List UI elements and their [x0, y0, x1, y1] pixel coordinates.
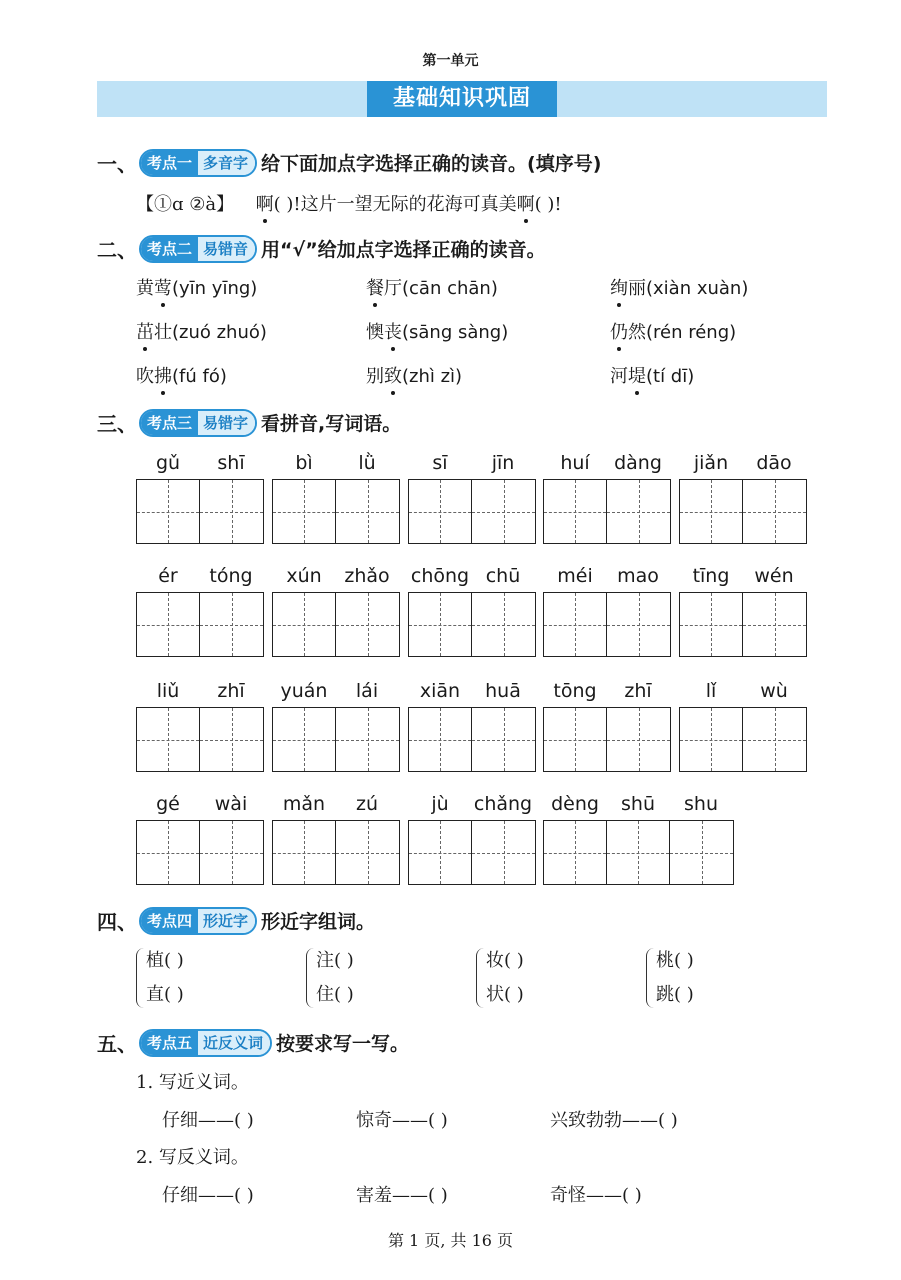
word-char: 丽: [628, 278, 646, 299]
unit-label: 第一单元: [422, 53, 479, 69]
dotted-char: 茁: [136, 318, 154, 344]
brace-mark: [136, 948, 145, 1008]
word-char: 别: [366, 366, 384, 387]
writing-cell[interactable]: [409, 708, 472, 771]
character-pair: [476, 946, 626, 1012]
pinyin-label: jù: [431, 793, 449, 815]
topic-badge: [139, 235, 257, 263]
writing-cell[interactable]: [544, 480, 607, 543]
writing-grid: [543, 592, 671, 657]
writing-grid: [679, 592, 807, 657]
topic-badge: [139, 1029, 272, 1057]
writing-cell[interactable]: [472, 708, 535, 771]
section-2-heading: [97, 234, 546, 263]
pair-word: 直( ): [146, 984, 184, 1005]
writing-cell[interactable]: [273, 821, 336, 884]
pinyin-label: shī: [217, 452, 245, 474]
pinyin-label: yuán: [280, 680, 328, 702]
badge-topic: 近反义词: [198, 1031, 270, 1055]
pinyin-options: (tí dī): [646, 366, 695, 387]
writing-cell[interactable]: [200, 480, 263, 543]
dotted-char: 啊: [517, 190, 535, 216]
pinyin-label: tīng: [692, 565, 730, 587]
pair-word: 注( ): [316, 950, 354, 971]
word-char: 河: [610, 366, 628, 387]
antonym-item: 害羞——( ): [356, 1185, 448, 1206]
writing-grid: [408, 707, 536, 772]
writing-grid: [136, 479, 264, 544]
section-instruction: 看拼音,写词语。: [261, 413, 402, 435]
brace-mark: [306, 948, 315, 1008]
synonym-item: 兴致勃勃——( ): [550, 1110, 678, 1131]
pinyin-options: (rén réng): [646, 322, 737, 343]
pinyin-label: gé: [156, 793, 180, 815]
badge-key: 考点一: [141, 151, 198, 175]
writing-grid: [408, 820, 536, 885]
pinyin-label: chōng: [410, 565, 470, 587]
writing-cell[interactable]: [743, 480, 806, 543]
writing-cell[interactable]: [336, 708, 399, 771]
badge-topic: 易错字: [198, 411, 255, 435]
pronunciation-item: [136, 318, 267, 344]
pair-word: 状( ): [486, 984, 524, 1005]
pronunciation-item: [366, 362, 462, 388]
pinyin-label: dàng: [614, 452, 662, 474]
writing-grid: [543, 707, 671, 772]
pinyin-label: chū: [485, 565, 521, 587]
pair-word: 住( ): [316, 984, 354, 1005]
writing-grid: [136, 820, 264, 885]
pinyin-label: dèng: [551, 793, 599, 815]
word-char: 厅: [384, 278, 402, 299]
section-number: 五、: [97, 1032, 137, 1056]
pinyin-options: (sāng sàng): [402, 322, 509, 343]
writing-grid: [679, 479, 807, 544]
pinyin-options: (fú fó): [172, 366, 227, 387]
pinyin-options: (xiàn xuàn): [646, 278, 749, 299]
pinyin-label: zhǎo: [344, 565, 390, 587]
pinyin-label: sī: [432, 452, 448, 474]
topic-badge: [139, 149, 257, 177]
dotted-char: 餐: [366, 274, 384, 300]
pinyin-label: mao: [617, 565, 659, 587]
pinyin-label: jīn: [491, 452, 515, 474]
writing-grid: [272, 707, 400, 772]
synonym-item: 惊奇——( ): [356, 1110, 448, 1131]
writing-cell[interactable]: [743, 593, 806, 656]
pair-word: 桃( ): [656, 950, 694, 971]
writing-grid: [272, 592, 400, 657]
pinyin-label: huā: [485, 680, 521, 702]
pinyin-label: dāo: [756, 452, 792, 474]
pinyin-label: zú: [355, 793, 378, 815]
pinyin-label: bì: [295, 452, 313, 474]
section-number: 二、: [97, 238, 137, 262]
pinyin-label: wài: [214, 793, 248, 815]
writing-cell[interactable]: [137, 480, 200, 543]
pinyin-label: liǔ: [156, 680, 180, 702]
pinyin-label: shu: [684, 793, 718, 815]
writing-cell[interactable]: [137, 821, 200, 884]
writing-cell[interactable]: [200, 821, 263, 884]
writing-cell[interactable]: [544, 708, 607, 771]
pinyin-label: lái: [355, 680, 379, 702]
section-3-heading: [97, 408, 401, 437]
writing-cell[interactable]: [607, 708, 670, 771]
writing-grid: [408, 592, 536, 657]
writing-grid: [136, 707, 264, 772]
section-number: 一、: [97, 152, 137, 176]
writing-cell[interactable]: [544, 821, 607, 884]
pinyin-label: tóng: [209, 565, 253, 587]
writing-cell[interactable]: [137, 708, 200, 771]
pinyin-options: (yīn yīng): [172, 278, 258, 299]
pair-word: 妆( ): [486, 950, 524, 971]
dotted-char: 绚: [610, 274, 628, 300]
title-banner: [97, 81, 827, 117]
writing-grid: [136, 592, 264, 657]
character-pair: [306, 946, 456, 1012]
writing-cell[interactable]: [409, 821, 472, 884]
writing-cell[interactable]: [670, 821, 733, 884]
writing-cell[interactable]: [336, 480, 399, 543]
section-instruction: 形近字组词。: [261, 911, 376, 933]
dotted-char: 啊: [256, 190, 274, 216]
writing-cell[interactable]: [680, 480, 743, 543]
pinyin-label: gǔ: [155, 452, 181, 474]
word-char: 壮: [154, 322, 172, 343]
section-1-heading: [97, 148, 601, 177]
pronunciation-item: [610, 318, 736, 344]
antonym-item: 仔细——( ): [162, 1185, 254, 1206]
pair-word: 跳( ): [656, 984, 694, 1005]
writing-cell[interactable]: [273, 593, 336, 656]
pronunciation-item: [610, 274, 748, 300]
topic-badge: [139, 409, 257, 437]
writing-cell[interactable]: [472, 593, 535, 656]
section-number: 四、: [97, 910, 137, 934]
page-footer: 第 1 页, 共 16 页: [387, 1231, 514, 1250]
pinyin-options: (cān chān): [402, 278, 498, 299]
writing-cell[interactable]: [273, 480, 336, 543]
dotted-char: 堤: [628, 362, 646, 388]
pinyin-label: wén: [754, 565, 794, 587]
pinyin-label: huí: [560, 452, 590, 474]
pinyin-label: zhī: [217, 680, 245, 702]
dotted-char: 莺: [154, 274, 172, 300]
writing-grid: [408, 479, 536, 544]
badge-topic: 易错音: [198, 237, 255, 261]
antonym-question: 2. 写反义词。: [136, 1147, 249, 1168]
word-char: 吹: [136, 366, 154, 387]
pinyin-label: mǎn: [282, 793, 326, 815]
pinyin-label: lǐ: [705, 680, 717, 702]
writing-cell[interactable]: [472, 821, 535, 884]
pronunciation-item: [366, 318, 508, 344]
pinyin-options: (zhì zì): [402, 366, 463, 387]
pinyin-label: jiǎn: [693, 452, 729, 474]
pronunciation-item: [136, 274, 257, 300]
sentence-part: ( )!这片一望无际的花海可真美: [273, 194, 517, 215]
badge-topic: 多音字: [198, 151, 255, 175]
pinyin-label: xún: [286, 565, 322, 587]
writing-cell[interactable]: [607, 593, 670, 656]
pinyin-label: zhī: [624, 680, 652, 702]
dotted-char: 拂: [154, 362, 172, 388]
section-instruction: 用“√”给加点字选择正确的读音。: [261, 239, 546, 261]
pinyin-label: xiān: [419, 680, 461, 702]
writing-cell[interactable]: [273, 708, 336, 771]
writing-grid: [543, 479, 671, 544]
character-pair: [136, 946, 286, 1012]
writing-cell[interactable]: [680, 708, 743, 771]
answer-options: 【①ɑ ②à】: [136, 194, 235, 215]
badge-key: 考点二: [141, 237, 198, 261]
sentence-part: ( )!: [534, 194, 562, 215]
writing-cell[interactable]: [743, 708, 806, 771]
writing-cell[interactable]: [680, 593, 743, 656]
pinyin-label: wù: [760, 680, 788, 702]
writing-cell[interactable]: [336, 593, 399, 656]
brace-mark: [476, 948, 485, 1008]
pinyin-label: méi: [557, 565, 593, 587]
writing-cell[interactable]: [409, 480, 472, 543]
section-5-heading: [97, 1028, 409, 1057]
writing-cell[interactable]: [409, 593, 472, 656]
pinyin-label: chǎng: [473, 793, 533, 815]
writing-cell[interactable]: [472, 480, 535, 543]
word-char: 懊: [366, 322, 384, 343]
pronunciation-item: [136, 362, 227, 388]
dotted-char: 丧: [384, 318, 402, 344]
page-title: 基础知识巩固: [367, 81, 557, 117]
synonym-item: 仔细——( ): [162, 1110, 254, 1131]
pinyin-label: tōng: [553, 680, 597, 702]
writing-grid: [543, 820, 734, 885]
writing-cell[interactable]: [336, 821, 399, 884]
writing-cell[interactable]: [200, 593, 263, 656]
word-char: 然: [628, 322, 646, 343]
writing-cell[interactable]: [137, 593, 200, 656]
badge-key: 考点四: [141, 909, 198, 933]
word-char: 黄: [136, 278, 154, 299]
section-instruction: 给下面加点字选择正确的读音。(填序号): [261, 153, 602, 175]
badge-key: 考点三: [141, 411, 198, 435]
writing-cell[interactable]: [607, 480, 670, 543]
pinyin-label: lǜ: [358, 452, 376, 474]
writing-cell[interactable]: [200, 708, 263, 771]
character-pair: [646, 946, 796, 1012]
dotted-char: 致: [384, 362, 402, 388]
section-4-heading: [97, 906, 375, 935]
writing-cell[interactable]: [544, 593, 607, 656]
writing-grid: [272, 479, 400, 544]
pinyin-options: (zuó zhuó): [172, 322, 267, 343]
dotted-char: 仍: [610, 318, 628, 344]
pronunciation-item: [610, 362, 694, 388]
pinyin-label: shū: [621, 793, 655, 815]
pinyin-label: ér: [158, 565, 178, 587]
section-instruction: 按要求写一写。: [276, 1033, 410, 1055]
brace-mark: [646, 948, 655, 1008]
polyphone-question: [136, 190, 562, 216]
writing-grid: [679, 707, 807, 772]
pronunciation-item: [366, 274, 498, 300]
writing-cell[interactable]: [607, 821, 670, 884]
synonym-question: 1. 写近义词。: [136, 1072, 249, 1093]
pair-word: 植( ): [146, 950, 184, 971]
badge-topic: 形近字: [198, 909, 255, 933]
antonym-item: 奇怪——( ): [550, 1185, 642, 1206]
badge-key: 考点五: [141, 1031, 198, 1055]
section-number: 三、: [97, 412, 137, 436]
topic-badge: [139, 907, 257, 935]
writing-grid: [272, 820, 400, 885]
